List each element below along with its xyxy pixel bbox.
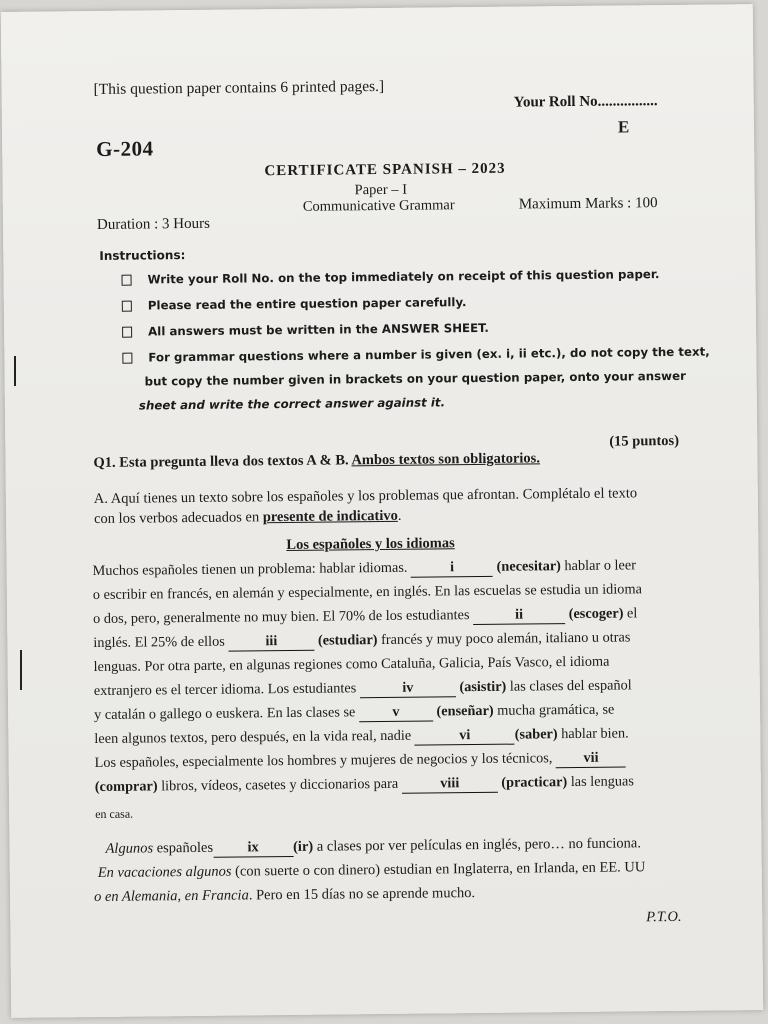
passage-line: o escribir en francés, en alemán y especialmente, en inglés. En las escuelas se estudia un idioma <box>92 581 642 604</box>
passage-line: o dos, pero, generalmente no muy bien. El 70% de los estudiantes ii (escoger) el <box>93 605 638 628</box>
passage-line: Los españoles, especialmente los hombres y mujeres de negocios y los técnicos, vii <box>95 749 627 773</box>
passage-line: y catalán o gallego o euskera. En las clases se v (enseñar) mucha gramática, se <box>94 701 615 724</box>
answer-blank: vii <box>556 749 626 768</box>
answer-blank: ii <box>473 606 565 625</box>
section-a-instruction: A. Aquí tienes un texto sobre los españoles y los problemas que afrontan. Complétalo el texto <box>93 485 638 508</box>
instruction-item: Write your Roll No. on the top immediately on receipt of this question paper. <box>121 267 659 287</box>
instruction-item: For grammar questions where a number is given (ex. i, ii etc.), do not copy the text, <box>122 345 709 365</box>
question-1-intro: Q1. Esta pregunta lleva dos textos A & B. Ambos textos son obligatorios. <box>93 450 540 472</box>
page-count-note: [This question paper contains 6 printed pages.] <box>93 77 385 98</box>
answer-blank: vi <box>415 727 515 746</box>
instruction-item: All answers must be written in the ANSWER SHEET. <box>122 321 489 339</box>
passage-line: leen algunos textos, pero después, en la vida real, nadie vi (saber) hablar bien. <box>94 725 629 748</box>
passage-line: Muchos españoles tienen un problema: hablar idiomas. i (necesitar) hablar o leer <box>92 557 637 580</box>
paper-code: G-204 <box>96 136 154 161</box>
answer-blank: viii <box>402 775 498 794</box>
please-turn-over: P.T.O. <box>646 908 682 926</box>
checkbox-bullet-icon <box>122 327 132 338</box>
answer-blank: v <box>359 703 433 722</box>
duration: Duration : 3 Hours <box>96 215 210 233</box>
answer-blank: iv <box>360 679 456 698</box>
paper-number: Paper – I <box>354 181 408 199</box>
passage-paragraph-2: En vacaciones algunos (con suerte o con dinero) estudian en Inglaterra, en Irlanda, en EE. UU <box>97 859 646 881</box>
section-a-instruction: con los verbos adecuados en presente de indicativo. <box>93 507 402 528</box>
paper-subject: Communicative Grammar <box>302 197 455 215</box>
checkbox-bullet-icon <box>122 301 132 312</box>
passage-line: inglés. El 25% de ellos iii (estudiar) francés y muy poco alemán, italiano u otras <box>93 629 631 652</box>
instruction-item-continued: sheet and write the correct answer against it. <box>138 395 446 413</box>
passage-paragraph-2: Algunos españoles ix (ir) a clases por ver películas en inglés, pero… no funciona. <box>105 835 641 857</box>
roll-number-field: Your Roll No................ <box>513 93 658 111</box>
maximum-marks: Maximum Marks : 100 <box>518 195 658 213</box>
checkbox-bullet-icon <box>122 275 132 286</box>
passage-line: lenguas. Por otra parte, en algunas regiones como Cataluña, Galicia, País Vasco, el idioma <box>93 653 610 676</box>
passage-paragraph-2: o en Alemania, en Francia. Pero en 15 días no se aprende mucho. <box>93 885 476 906</box>
passage-title: Los españoles y los idiomas <box>286 535 455 554</box>
passage-line: extranjero es el tercer idioma. Los estudiantes iv (asistir) las clases del español <box>93 677 632 700</box>
passage-line: en casa. <box>95 806 134 822</box>
answer-blank: iii <box>228 633 314 652</box>
answer-blank: ix <box>213 839 293 858</box>
paper-version: E <box>617 117 630 137</box>
instructions-heading: Instructions: <box>99 248 186 263</box>
question-1-marks: (15 puntos) <box>609 432 680 450</box>
answer-blank: i <box>411 559 493 578</box>
question-paper <box>1 4 763 1018</box>
margin-pen-mark <box>20 650 22 690</box>
margin-pen-mark <box>14 356 16 386</box>
instruction-item-continued: but copy the number given in brackets on your question paper, onto your answer <box>144 368 686 389</box>
exam-title: CERTIFICATE SPANISH – 2023 <box>264 160 506 180</box>
checkbox-bullet-icon <box>122 353 132 364</box>
instruction-item: Please read the entire question paper carefully. <box>122 295 467 313</box>
passage-line: (comprar) libros, vídeos, casetes y diccionarios para viii (practicar) las lenguas <box>94 773 634 796</box>
